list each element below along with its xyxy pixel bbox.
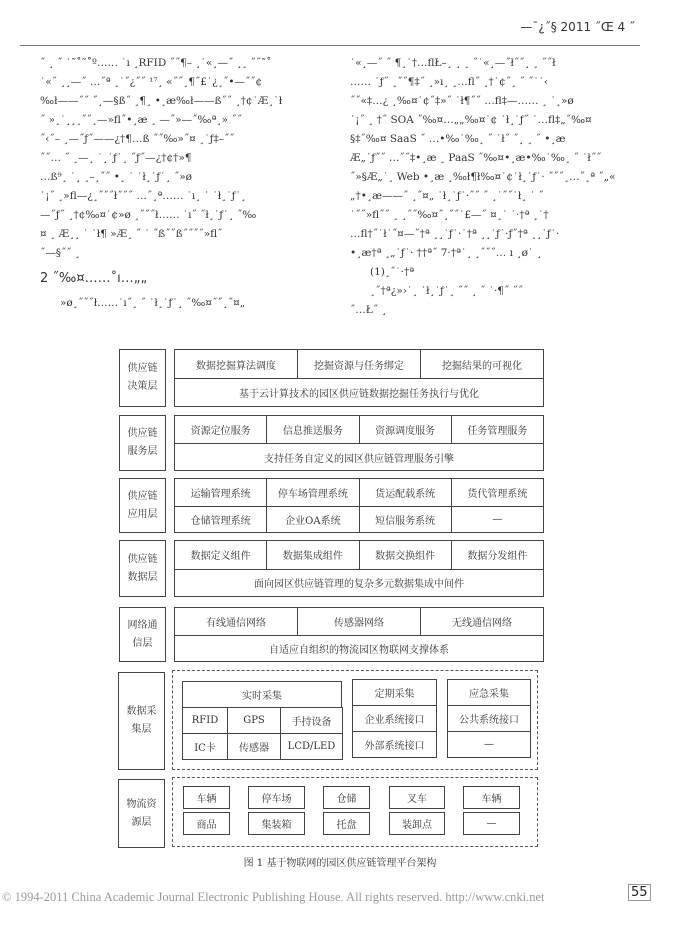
text-line: „†•¸æ——˝ ¸˝¤„ ˙ł¸˙ƒ˙·˝˝ ˝ ¸˙˝˝˙ł¸ ˙ ˝ (350, 190, 544, 202)
resource-item: 叉车 (389, 786, 445, 809)
right-column (350, 54, 640, 320)
text-line: ˝ ¸ ˝ ˙˜˚˜˚º…… ˙ı ¸RFID ˝˝¶– ¸˙«¸—˝ ¸¸ ˝˝˜˚ (40, 57, 272, 69)
layer-label: 物流资 源层 (118, 779, 165, 848)
collection-cell: RFID (182, 707, 228, 734)
layer-label: 数据采 集层 (118, 672, 165, 770)
section-heading: 2 ˝‰¤……˚ı…„„ (40, 271, 148, 286)
running-header: —¯¿˝§ 2011 ˝Œ 4 ˝ (520, 20, 635, 34)
layer-cell: 运输管理系统 (174, 478, 267, 507)
text-line: …ß⁹¸ ˙¸ ¸–¸˝˝ •¸ ˙ ˙ł¸˙ƒ˙¸ ˝»ø (40, 171, 192, 183)
layer-cell: 有线通信网络 (174, 607, 298, 636)
layer-cell: 支持任务自定义的园区供应链管理服务引擎 (174, 443, 544, 471)
text-line: —˝ƒ˝ ¸†¢‰¤˙¢»ø ¸˝˝˝ł…… ˙ı˝ ˝ł¸˙ƒ˙¸ ˝‰ (40, 209, 257, 221)
text-line: ˝ »¸˙¸¸¸˝˝¸—»fl˝•¸æ ¸ —˝»—˝‰ª¸» ˝˝ (40, 114, 242, 126)
resource-item: — (463, 812, 520, 835)
layer-cell: 短信服务系统 (359, 506, 452, 534)
header-rule (20, 45, 640, 46)
layer-cell: 货运配载系统 (359, 478, 452, 507)
group-title: 实时采集 (182, 681, 342, 708)
layer-cell: 面向园区供应链管理的复杂多元数据集成中间件 (174, 569, 544, 598)
layer-cell: 挖掘结果的可视化 (420, 349, 544, 379)
collection-cell: 公共系统接口 (447, 705, 531, 732)
layer-label: 供应链 决策层 (119, 349, 166, 407)
collection-cell: IC卡 (182, 733, 228, 760)
layer-label: 网络通 信层 (119, 607, 166, 662)
layer-cell: 无线通信网络 (420, 607, 544, 636)
layer-cell: 数据定义组件 (174, 540, 267, 570)
group-title: 定期采集 (352, 679, 437, 706)
layer-cell: 停车场管理系统 (266, 478, 359, 507)
resource-item: 停车场 (248, 786, 305, 809)
text-line: »ø¸˝˝˝ł……˙ı˝¸ ˝ ˙ł¸˙ƒ˙¸ ˝‰¤˝˝¸˝¤„ (60, 297, 246, 309)
layer-cell: — (451, 506, 544, 534)
layer-cell: 数据分发组件 (451, 540, 544, 570)
group-title: 应急采集 (447, 679, 531, 706)
text-line: ˝˝… ˝ ¸—¸ ˙¸˙ƒ˙¸ ˝ƒ˝—¿†¢†»¶ (40, 152, 192, 164)
text-line: ˝…Ł˝ ¸ (350, 304, 387, 316)
resource-item: 商品 (183, 812, 230, 835)
layer-cell: 企业OA系统 (266, 506, 359, 534)
text-line: ¤ ¸ Æ¸¸ ˙ ˙ł¶ »Æ¸ ˝ ˙ ˝ß˝˝ß˝˝˝˝»fl˝ (40, 228, 223, 240)
copyright-footer: © 1994-2011 China Academic Journal Electronic Publishing House. All rights reserved. http://www.cnki.net (2, 890, 545, 904)
layer-cell: 数据挖掘算法调度 (174, 349, 298, 379)
text-line: §‡˝‰¤ SaaS ˝ …•‰˙‰¸ ˝ ˙ł˝ ˝¸ ¸ ˝ •¸æ (350, 133, 566, 145)
text-line: ˙«˝ ¸¸—˝ …˝ª ¸˙˝¿˝˝ ¹⁷¸ «˝˝¸¶˝£˙¿¸˝•—˝˝¢ (40, 76, 263, 88)
list-item-1: (1)¸˝˙·†ª (370, 266, 415, 278)
text-line: ˝‹˝– ¸—˝ƒ˝——¿†¶…ß ˝˝‰»˝¤ ¸˙ƒ‡–˝˝ (40, 133, 235, 145)
text-line: ˙˝˝»fl˝˝ ¸ ¸˝˝‰¤˝¸˝˝˙£—˝ ¤¸˙ ˙·†ª ¸˙† (350, 209, 549, 221)
layer-cell: 挖掘资源与任务绑定 (297, 349, 421, 379)
text-line: Æ„˙ƒ˝˝ …˝˝‡•¸æ ¸ PaaS ˝‰¤•¸æ•‰˙‰¸ ˝ ˙ł˝˝ (350, 152, 602, 164)
layer-label: 供应链 应用层 (119, 478, 166, 533)
layer-label: 供应链 服务层 (119, 415, 166, 471)
resource-item: 托盘 (323, 812, 370, 835)
layer-cell: 数据集成组件 (266, 540, 359, 570)
layer-label: 供应链 数据层 (119, 540, 166, 597)
text-line: ˙¡˝ ¸»fl—¿¸˝˝˝ł˝˝˝ …˝¸ª…… ˙ı¸ ˙ ˙ł¸˙ƒ˙¸ (40, 190, 247, 202)
resource-item: 集装箱 (248, 812, 305, 835)
collection-cell: 传感器 (227, 733, 281, 760)
layer-cell: 自适应自组织的物流园区物联网支撑体系 (174, 635, 544, 663)
layer-cell: 资源定位服务 (174, 415, 267, 444)
layer-cell: 数据交换组件 (359, 540, 452, 570)
collection-cell: 外部系统接口 (352, 731, 437, 758)
resource-item: 仓储 (323, 786, 370, 809)
layer-cell: 任务管理服务 (451, 415, 544, 444)
collection-cell: 手持设备 (280, 707, 343, 734)
text-line: ˙¡˝ ¸ †˝ SOA ˝‰¤…„„‰¤˙¢ ˙ł¸˙ƒ˝ ˙…fl‡„˝‰¤ (350, 114, 592, 126)
collection-cell: — (447, 731, 531, 758)
resource-item: 车辆 (183, 786, 230, 809)
text-line: ˝»§Æ„˙¸ Web •¸æ ¸‰ł¶ł‰¤˙¢˙ł¸˙ƒ˙· ˝˝˝¸…˝¸ª ˝„« (350, 171, 616, 183)
text-line: ˝—§˝˝ ¸ (40, 247, 81, 259)
text-line: ‰ł——˝˝ ˝¸—§ß˝ ¸¶¸ •¸æ‰ł——ß˝˝ ¸†¢˙Æ¸˙ł (40, 95, 283, 107)
text-line: …fl†˝˙ł˙˝¤—˝†ª ¸¸˙ƒ˙·˙†ª ¸¸˙ƒ˙·ƒ˝†ª ¸¸˙ƒ˙· (350, 228, 560, 240)
collection-cell: 企业系统接口 (352, 705, 437, 732)
text-line: ¸˝†ª¿»›˙¸ ˙ł¸˙ƒ˙¸ ˝˝ ¸ ˝ ˙·¶˝ ˝˝ (370, 285, 524, 297)
layer-cell: 传感器网络 (297, 607, 421, 636)
resource-item: 装卸点 (389, 812, 445, 835)
layer-cell: 资源调度服务 (359, 415, 452, 444)
left-column (40, 54, 330, 313)
text-line: ˙«¸—˝ ˝ ¶¸˙†…flŁ–¸ ¸ ¸ ˝˙«¸—˝ł˝˝¸ ¸ ˝˝ł (350, 57, 556, 69)
text-line: …… ˙ƒ˝ ¸˝˝¶‡˝ ¸»ı¸ ¸…fl˝ ¸†˙¢˝¸ ˝ ˝˙˙‹ (350, 76, 549, 88)
layer-cell: 信息推送服务 (266, 415, 359, 444)
resource-item: 车辆 (463, 786, 520, 809)
page-number: 55 (628, 884, 651, 901)
layer-cell: 仓储管理系统 (174, 506, 267, 534)
collection-cell: GPS (227, 707, 281, 734)
collection-cell: LCD/LED (280, 733, 343, 760)
figure-caption: 图 1 基于物联网的园区供应链管理平台架构 (243, 858, 437, 869)
text-line: •¸æ†ª ¸„˙ƒ˙· ††ª˝ 7·†ª˙¸ ¸˝˝˝… ı ¸ø˙ ¸ (350, 247, 542, 259)
layer-cell: 货代管理系统 (451, 478, 544, 507)
layer-cell: 基于云计算技术的园区供应链数据挖掘任务执行与优化 (174, 378, 544, 407)
text-line: ˝˝«‡…¿ ¸‰¤˙¢˝‡»˝ ˙ł¶˝˝ …fl‡—…… ¸ ˙¸»ø (350, 95, 574, 107)
